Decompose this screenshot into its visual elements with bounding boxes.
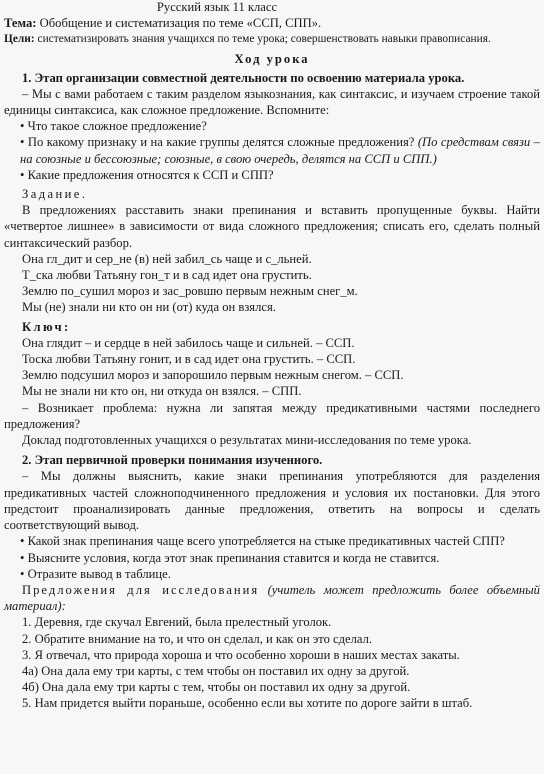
- topic-line: [4, 15, 540, 31]
- research-sentence-1: 1. Деревня, где скучал Евгений, была прелестный уголок.: [22, 615, 332, 630]
- stage1-question-2-text: По какому признаку и на какие группы делятся сложные предложения?: [27, 135, 418, 150]
- research-sentence-3: 3. Я отвечал, что природа хороша и что особенно хороши в наших местах закаты.: [22, 647, 460, 662]
- exercise-2: Т_ска любви Татьяну гон_т и в сад идет она грустить.: [22, 268, 312, 283]
- goals-label: Цели:: [4, 33, 35, 46]
- stage1-question-2: [4, 134, 540, 166]
- key-label: Ключ:: [22, 319, 71, 334]
- research-sentence-5: 5. Нам придется выйти пораньше, особенно если вы хотите по дороге зайти в штаб.: [22, 696, 473, 711]
- topic-label: Тема:: [4, 16, 37, 30]
- goals-line: [4, 31, 540, 47]
- goals-text: систематизировать знания учащихся по теме урока; совершенствовать навыки правописания.: [34, 33, 491, 46]
- stage1-title: 1. Этап организации совместной деятельности по освоению материала урока.: [22, 70, 465, 85]
- key-3: Землю подсушил мороз и запорошило первым нежным снегом. – ССП.: [22, 368, 404, 383]
- research-note: (учитель может предложить более объемный материал):: [4, 582, 540, 614]
- report-text: Доклад подготовленных учащихся о результатах мини-исследования по теме урока.: [22, 433, 472, 448]
- key-2: Тоска любви Татьяну гонит, и в сад идет она грустить. – ССП.: [22, 352, 356, 367]
- stage1-intro: – Мы с вами работаем с таким разделом языкознания, как синтаксис, и изучаем строение такой единицы синтаксиса, как сложное предложение. Вспомните:: [4, 86, 540, 118]
- key-4: Мы не знали ни кто он, ни откуда он взялся. – СПП.: [22, 384, 302, 399]
- topic-text: Обобщение и систематизация по теме «ССП, СПП».: [36, 16, 322, 30]
- research-label: Предложения для исследования: [22, 582, 260, 597]
- exercise-4: Мы (не) знали ни кто он ни (от) куда он взялся.: [22, 300, 276, 315]
- research-sentence-4a: 4а) Она дала ему три карты, с тем чтобы он поставил их одну за другой.: [22, 663, 410, 678]
- key-1: Она глядит – и сердце в ней забилось чаще и сильней. – ССП.: [22, 335, 355, 350]
- stage1-question-3: • Какие предложения относятся к ССП и СПП?: [4, 167, 540, 183]
- task-text: В предложениях расставить знаки препинания и вставить пропущенные буквы. Найти «четвертое лишнее» в зависимости от вида сложного предложения; списать его, сделать полный синтаксический разбор.: [4, 203, 540, 250]
- lesson-title: Ход урока: [234, 52, 310, 67]
- header-subject: Русский язык 11 класс: [156, 0, 278, 14]
- stage2-intro: – Мы должны выяснить, какие знаки препинания употребляются для разделения предикативных частей сложноподчиненного предложения и условия их постановки. Для этого предстоит проанализировать данные предложения, ответить на вопросы и сделать соответствующий вывод.: [4, 469, 540, 533]
- research-sentence-2: 2. Обратите внимание на то, и что он сделал, и как он это сделал.: [22, 631, 373, 646]
- stage2-question-1: • Какой знак препинания чаще всего употребляется на стыке предикативных частей СПП?: [4, 533, 540, 549]
- task-label: Задание.: [22, 187, 88, 202]
- stage2-question-2: • Выясните условия, когда этот знак препинания ставится и когда не ставится.: [4, 550, 540, 566]
- exercise-3: Землю по_сушил мороз и зас_ровшю первым нежным снег_м.: [22, 284, 358, 299]
- stage1-question-1: • Что такое сложное предложение?: [4, 118, 540, 134]
- stage2-title: 2. Этап первичной проверки понимания изученного.: [22, 453, 323, 468]
- problem-text: – Возникает проблема: нужна ли запятая между предикативными частями последнего предложения?: [4, 400, 540, 431]
- stage2-question-3: • Отразите вывод в таблице.: [4, 566, 540, 582]
- research-sentence-4b: 4б) Она дала ему три карты с тем, чтобы он поставил их одну за другой.: [22, 680, 411, 695]
- stage1-question-2-answer: (По средствам связи – на союзные и бессоюзные; союзные, в свою очередь, делятся на ССП и СПП.): [20, 135, 541, 166]
- exercise-1: Она гл_дит и сер_не (в) ней забил_сь чаще и с_льней.: [22, 251, 312, 266]
- research-line: [4, 582, 540, 614]
